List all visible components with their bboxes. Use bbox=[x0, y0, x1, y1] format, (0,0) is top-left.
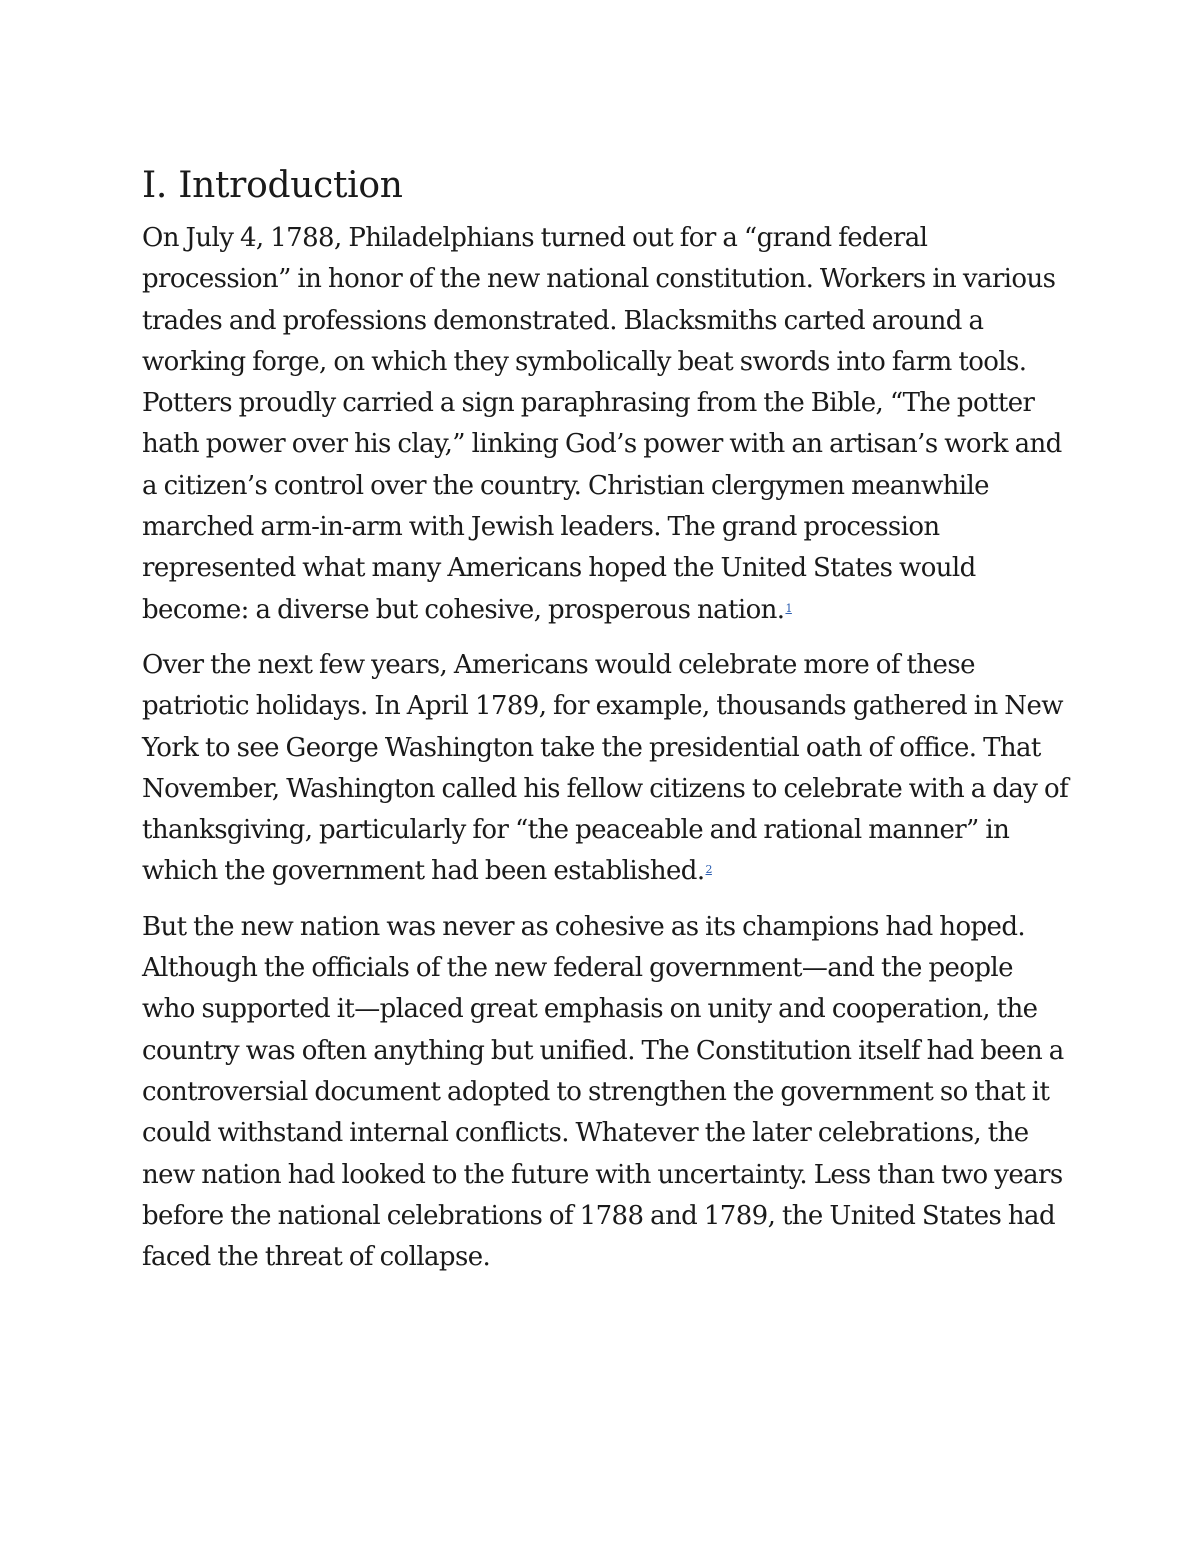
section-heading: I. Introduction bbox=[142, 165, 403, 206]
document-page bbox=[142, 160, 1072, 1292]
paragraph-3-text: But the new nation was never as cohesive as its champions had hoped. Although the officials of the new federal government—and the people who supported it—placed great emphasis on unity and cooperation, the country was often anything but unified. The Constitution itself had been a controversial document adopted to strengthen the government so that it could withstand internal conflicts. Whatever the later celebrations, the new nation had looked to the future with uncertainty. Less than two years before the national celebrations of 1788 and 1789, the United States had faced the threat of collapse. bbox=[142, 911, 1064, 1273]
paragraph-3 bbox=[142, 907, 1072, 1279]
paragraph-1-text: On July 4, 1788, Philadelphians turned out for a “grand federal procession” in honor of the new national constitution. Workers in various trades and professions demonstrated. Blacksmiths carted around a working forge, on which they symbolically beat swords into farm tools. Potters proudly carried a sign paraphrasing from the Bible, “The potter hath power over his clay,” linking God’s power with an artisan’s work and a citizen’s control over the country. Christian clergymen meanwhile marched arm-in-arm with Jewish leaders. The grand procession represented what many Americans hoped the United States would become: a diverse but cohesive, prosperous nation. bbox=[142, 223, 1062, 625]
footnote-link-1[interactable]: 1 bbox=[785, 601, 792, 615]
paragraph-1 bbox=[142, 218, 1072, 631]
paragraph-2 bbox=[142, 645, 1072, 893]
footnote-link-2[interactable]: 2 bbox=[705, 863, 712, 877]
paragraph-2-text: Over the next few years, Americans would celebrate more of these patriotic holidays. In April 1789, for example, thousands gathered in New York to see George Washington take the presidential oath of office. That November, Washington called his fellow citizens to celebrate with a day of thanksgiving, particularly for “the peaceable and rational manner” in which the government had been established. bbox=[142, 649, 1069, 887]
